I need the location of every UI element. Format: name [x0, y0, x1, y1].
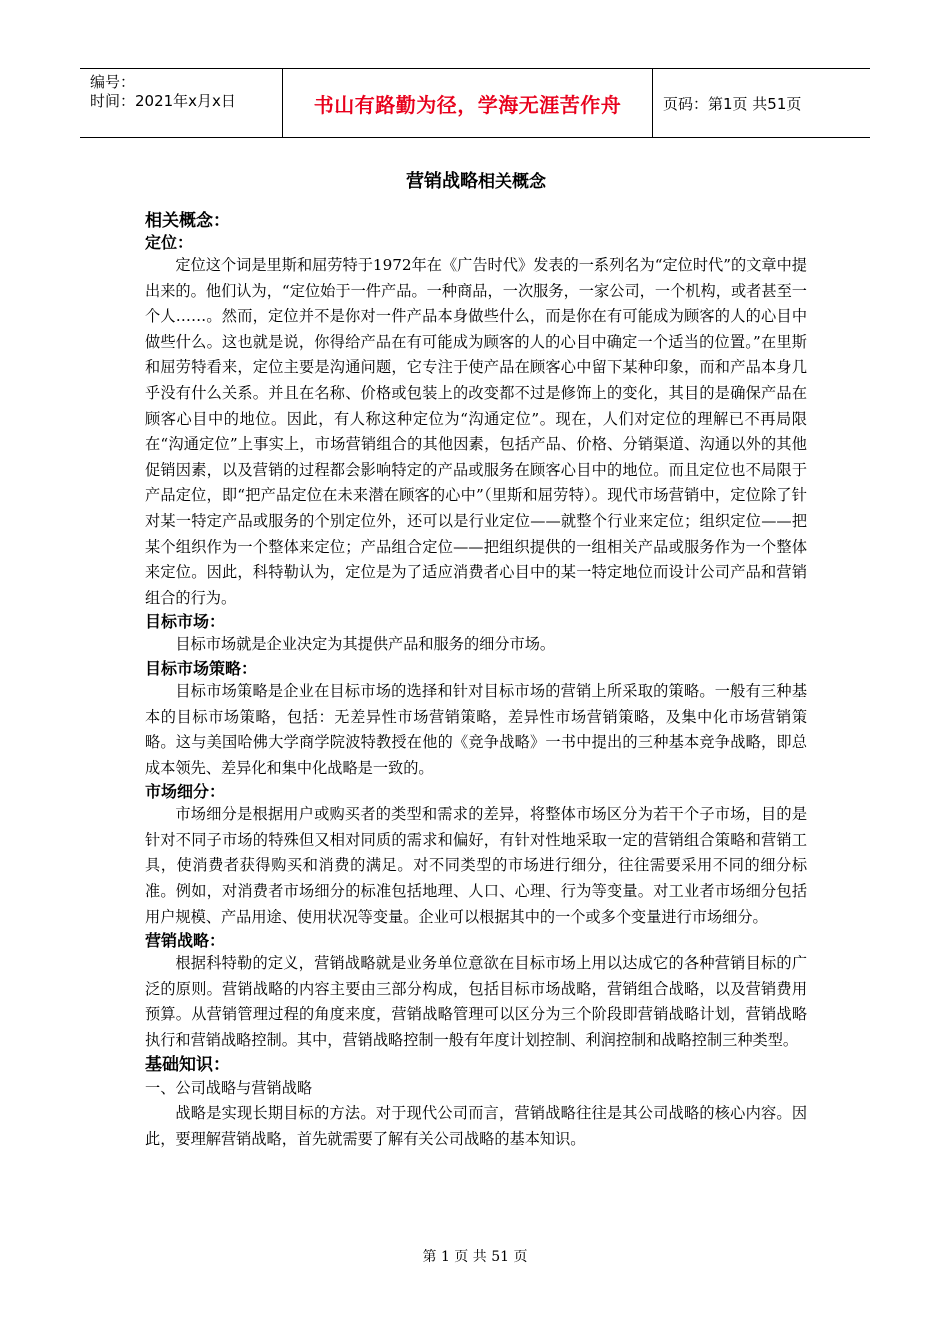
- section-heading-segmentation: 市场细分：: [145, 782, 226, 802]
- header-page-label: 页码：第1页 共51页: [663, 94, 802, 113]
- section-heading-positioning: 定位：: [145, 233, 194, 252]
- section-heading-marketing-strategy: 营销战略：: [145, 931, 226, 951]
- paragraph-target-market-strategy: 目标市场策略是企业在目标市场的选择和针对目标市场的营销上所采取的策略。一般有三种基本的目标市场策略，包括：无差异性市场营销策略，差异性市场营销策略，及集中化市场营销策略。这与美国哈佛大学商学院波特教授在他的《竞争战略》一书中提出的三种基本竞争战略，即总成本领先、差异化和集中化战略是一致的。: [145, 681, 807, 777]
- section-heading-target-market-strategy: 目标市场策略：: [145, 658, 258, 678]
- paragraph-positioning: 定位这个词是里斯和屈劳特于1972年在《广告时代》发表的一系列名为“定位时代”的文章中提出来的。他们认为，“定位始于一件产品。一种商品，一次服务，一家公司，一个机构，或者甚至一个人……。然而，定位并不是你对一件产品本身做些什么，而是你在有可能成为顾客的人的心目中做些什么。这也就是说，你得给产品在有可能成为顾客的人的心目中确定一个适当的位置。”在里斯和屈劳特看来，定位主要是沟通问题，它专注于使产品在顾客心中留下某种印象，而和产品本身几乎没有什么关系。并且在名称、价格或包装上的改变都不过是修饰上的变化，其目的是确保产品在顾客心目中的地位。因此，有人称这种定位为“沟通定位”。现在，人们对定位的理解已不再局限在“沟通定位”上事实上，市场营销组合的其他因素，包括产品、价格、分销渠道、沟通以外的其他促销因素，以及营销的过程都会影响特定的产品或服务在顾客心目中的地位。而且定位也不局限于产品定位，即“把产品定位在未来潜在顾客的心中”（里斯和屈劳特）。现代市场营销中，定位除了针对某一特定产品或服务的个别定位外，还可以是行业定位——就整个行业来定位；组织定位——把某个组织作为一个整体来定位；产品组合定位——把组织提供的一组相关产品或服务作为一个整体来定位。因此，科特勒认为，定位是为了适应消费者心目中的某一特定地位而设计公司产品和营销组合的行为。: [145, 256, 808, 607]
- page-footer: [0, 1246, 950, 1266]
- page-title: [145, 170, 807, 194]
- section-heading-target-market: 目标市场：: [145, 612, 226, 632]
- header-number-label: 编号：: [90, 73, 136, 91]
- subheading-corporate-strategy: 一、公司战略与营销战略: [145, 1078, 313, 1097]
- header-date-label: 时间：2021年x月x日: [90, 92, 236, 110]
- page-title-main: 营销战略: [406, 171, 478, 192]
- paragraph-segmentation: 市场细分是根据用户或购买者的类型和需求的差异，将整体市场区分为若干个子市场，目的是针对不同子市场的特殊但又相对同质的需求和偏好，有针对性地采取一定的营销组合策略和营销工具，使消费者获得购买和消费的满足。对不同类型的市场进行细分，往往需要采用不同的细分标准。例如，对消费者市场细分的标准包括地理、人口、心理、行为等变量。对工业者市场细分包括用户规模、产品用途、使用状况等变量。企业可以根据其中的一个或多个变量进行市场细分。: [145, 805, 807, 926]
- document-header: [80, 68, 870, 138]
- document-body: [145, 170, 807, 1152]
- header-meta: [80, 69, 282, 137]
- page-title-sub: 相关概念: [478, 172, 546, 192]
- header-motto: 书山有路勤为径，学海无涯苦作舟: [282, 69, 653, 137]
- section-heading-basics: 基础知识：: [145, 1054, 230, 1075]
- paragraph-marketing-strategy: 根据科特勒的定义，营销战略就是业务单位意欲在目标市场上用以达成它的各种营销目标的广泛的原则。营销战略的内容主要由三部分构成，包括目标市场战略，营销组合战略，以及营销费用预算。从营销管理过程的角度来度，营销战略管理可以区分为三个阶段即营销战略计划，营销战略执行和营销战略控制。其中，营销战略控制一般有年度计划控制、利润控制和战略控制三种类型。: [145, 954, 807, 1050]
- footer-page-number: 第 1 页 共 51 页: [422, 1249, 528, 1265]
- paragraph-target-market: 目标市场就是企业决定为其提供产品和服务的细分市场。: [175, 635, 556, 654]
- paragraph-basics: 战略是实现长期目标的方法。对于现代公司而言，营销战略往往是其公司战略的核心内容。因此，要理解营销战略，首先就需要了解有关公司战略的基本知识。: [145, 1104, 807, 1148]
- section-heading-related-concepts: 相关概念：: [145, 211, 230, 231]
